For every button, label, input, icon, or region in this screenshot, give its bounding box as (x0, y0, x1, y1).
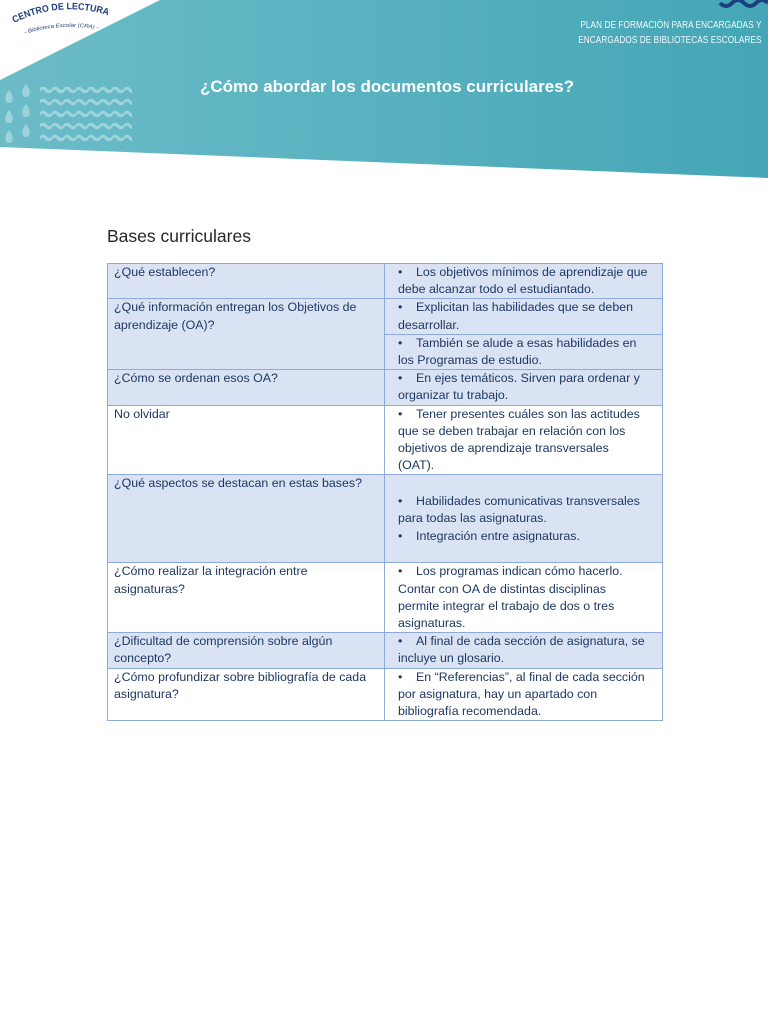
program-name-line: PLAN DE FORMACIÓN PARA ENCARGADAS Y (580, 20, 762, 31)
answer-line: • También se alude a esas habilidades en (398, 335, 657, 352)
section-heading: Bases curriculares (107, 226, 251, 246)
answer-cell (385, 264, 663, 299)
answer-cell (385, 668, 663, 721)
table-row (108, 563, 663, 633)
answer-line: permite integrar el trabajo de dos o tres (398, 598, 615, 613)
answer-line: por asignatura, hay un apartado con (398, 686, 598, 701)
answer-line: bibliografía recomendada. (398, 704, 542, 719)
question-cell (108, 668, 385, 721)
question-line: asignaturas? (114, 581, 185, 596)
question-line: ¿Qué aspectos se destacan en estas bases? (114, 476, 362, 491)
question-line: ¿Qué información entregan los Objetivos de (114, 300, 357, 315)
question-line: concepto? (114, 651, 172, 666)
answer-line: Contar con OA de distintas disciplinas (398, 581, 606, 596)
question-line: asignatura? (114, 686, 179, 701)
answer-cell (385, 563, 663, 633)
question-cell (108, 633, 385, 668)
logo-title (11, 1, 111, 25)
question-line: ¿Cómo profundizar sobre bibliografía de cada (114, 669, 367, 684)
table-row (108, 633, 663, 668)
answer-cell (385, 334, 663, 369)
question-line: ¿Cómo se ordenan esos OA? (114, 371, 278, 386)
answer-line: los Programas de estudio. (398, 353, 542, 368)
answer-line: • Explicitan las habilidades que se deben (398, 299, 657, 316)
logo-subtitle (24, 23, 99, 36)
table-row (108, 264, 663, 299)
answer-cell (385, 475, 663, 563)
bullet-item (398, 633, 657, 667)
bullet-item (398, 299, 657, 333)
answer-line: • Los objetivos mínimos de aprendizaje que (398, 264, 657, 281)
question-cell (108, 264, 385, 299)
table-row (108, 475, 663, 563)
question-cell (108, 405, 385, 475)
curriculum-table (107, 263, 663, 721)
centro-de-lectura-logo (0, 0, 130, 42)
answer-cell (385, 370, 663, 405)
answer-line: asignaturas. (398, 616, 466, 631)
answer-line: • En ejes temáticos. Sirven para ordenar y (398, 370, 657, 387)
table-row (108, 405, 663, 475)
bullet-item (398, 528, 657, 545)
bullet-item (398, 406, 657, 475)
answer-line: debe alcanzar todo el estudiantado. (398, 282, 595, 297)
answer-line: incluye un glosario. (398, 651, 505, 666)
answer-cell (385, 299, 663, 334)
bullet-item (398, 370, 657, 404)
question-cell (108, 563, 385, 633)
answer-cell (385, 405, 663, 475)
table-row (108, 299, 663, 334)
answer-line: objetivos de aprendizaje transversales (398, 441, 609, 456)
bullet-item (398, 264, 657, 298)
program-name (579, 18, 762, 48)
answer-line: desarrollar. (398, 317, 460, 332)
answer-line: • Habilidades comunicativas transversales (398, 493, 657, 510)
question-cell (108, 475, 385, 563)
question-line: ¿Dificultad de comprensión sobre algún (114, 634, 333, 649)
table-row (108, 668, 663, 721)
answer-line: • Integración entre asignaturas. (398, 528, 657, 545)
bullet-item (398, 335, 657, 369)
answer-line: • Tener presentes cuáles son las actitudes (398, 406, 657, 423)
curriculum-table-body (108, 264, 663, 721)
answer-line: • Al final de cada sección de asignatura, se (398, 633, 657, 650)
answer-line: organizar tu trabajo. (398, 388, 509, 403)
answer-line: para todas las asignaturas. (398, 511, 547, 526)
question-line: aprendizaje (OA)? (114, 317, 215, 332)
answer-line: • Los programas indican cómo hacerlo. (398, 563, 657, 580)
question-line: No olvidar (114, 406, 170, 421)
question-line: ¿Qué establecen? (114, 265, 216, 279)
page-title: ¿Cómo abordar los documentos curriculares? (199, 77, 575, 96)
program-name-line: ENCARGADOS DE BIBLIOTECAS ESCOLARES (578, 35, 762, 46)
question-cell (108, 370, 385, 405)
answer-line: que se deben trabajar en relación con los (398, 423, 626, 438)
bullet-item (398, 493, 657, 527)
answer-cell (385, 633, 663, 668)
answer-line: • En “Referencias”, al final de cada sección (398, 669, 657, 686)
logo-title-text: CENTRO DE LECTURA (10, 1, 111, 26)
question-cell (108, 299, 385, 370)
answer-line: (OAT). (398, 458, 435, 473)
bullet-item (398, 563, 657, 632)
table-row (108, 370, 663, 405)
logo-subtitle-text: - Biblioteca Escolar (CRA) - (23, 22, 99, 36)
bullet-item (398, 669, 657, 721)
question-line: ¿Cómo realizar la integración entre (114, 564, 308, 579)
